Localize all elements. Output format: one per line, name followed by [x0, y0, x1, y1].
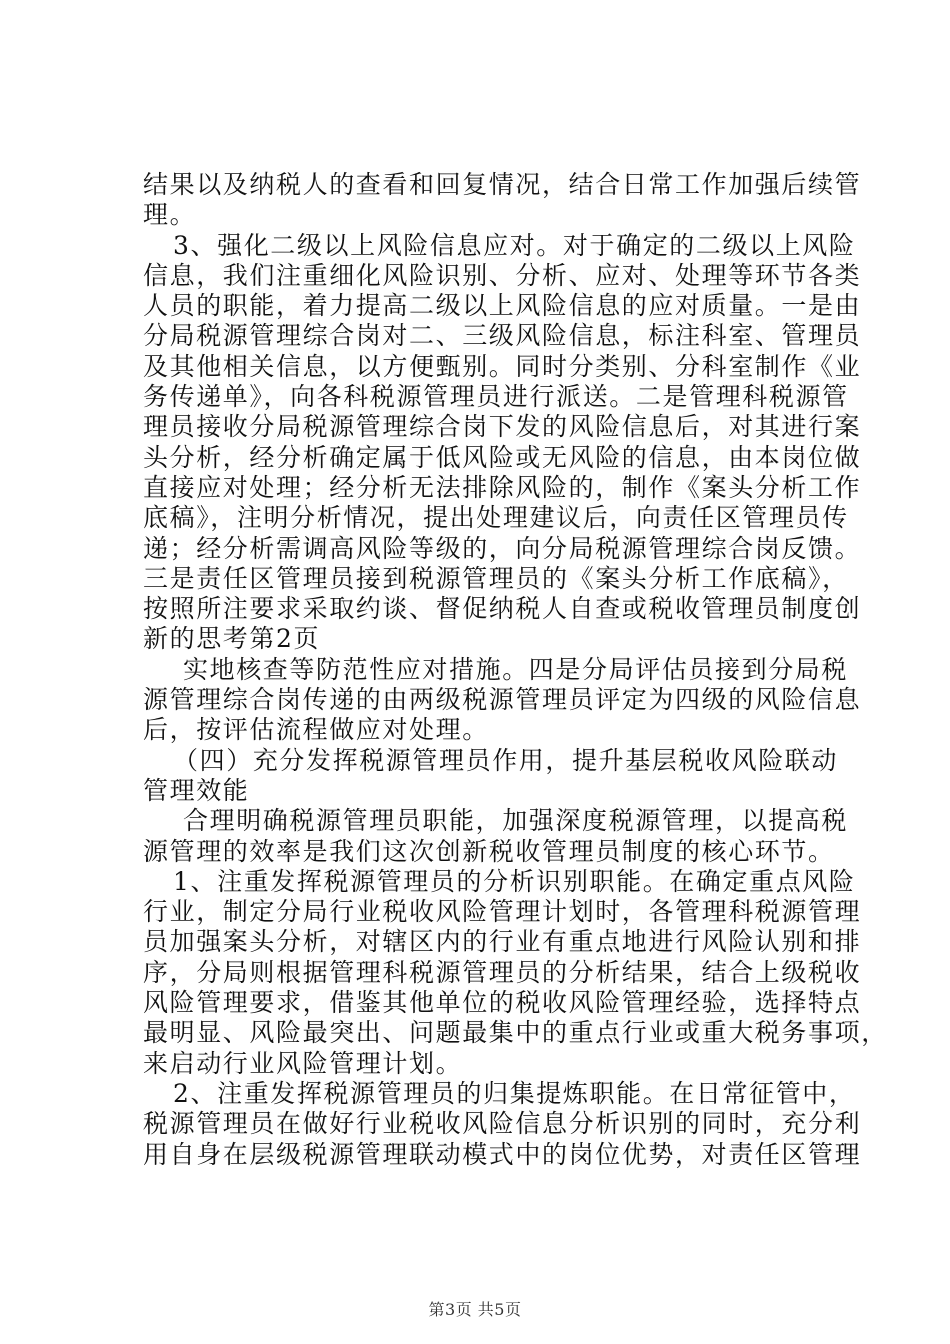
text-line: 务传递单》，向各科税源管理员进行派送。二是管理科税源管: [143, 382, 849, 412]
text-line: 结果以及纳税人的查看和回复情况，结合日常工作加强后续管: [143, 170, 862, 199]
page-footer: 第3页 共5页: [428, 1300, 522, 1319]
text-line: 源管理综合岗传递的由两级税源管理员评定为四级的风险信息: [143, 685, 862, 715]
text-line: 人员的职能，着力提高二级以上风险信息的应对质量。一是由: [143, 291, 862, 321]
text-line: 及其他相关信息，以方便甄别。同时分类别、分科室制作《业: [143, 351, 862, 381]
text-line: 理。: [143, 200, 197, 230]
text-line: 头分析，经分析确定属于低风险或无风险的信息，由本岗位做: [143, 442, 862, 472]
text-line: 税源管理员在做好行业税收风险信息分析识别的同时，充分利: [143, 1109, 862, 1139]
text-line: 2、注重发挥税源管理员的归集提炼职能。在日常征管中，: [173, 1078, 856, 1108]
text-line: 风险管理要求，借鉴其他单位的税收风险管理经验，选择特点: [143, 988, 862, 1018]
text-line: 3、强化二级以上风险信息应对。对于确定的二级以上风险: [173, 230, 856, 260]
text-line: （四）充分发挥税源管理员作用，提升基层税收风险联动: [173, 745, 839, 775]
text-line: 1、注重发挥税源管理员的分析识别职能。在确定重点风险: [173, 866, 856, 896]
text-line: 管理效能: [143, 775, 250, 805]
text-line: 实地核查等防范性应对措施。四是分局评估员接到分局税: [183, 654, 849, 684]
text-line: 员加强案头分析，对辖区内的行业有重点地进行风险认别和排: [143, 927, 862, 957]
text-line: 直接应对处理；经分析无法排除风险的，制作《案头分析工作: [143, 472, 862, 502]
text-line: 最明显、风险最突出、问题最集中的重点行业或重大税务事项，: [143, 1018, 888, 1048]
text-line: 三是责任区管理员接到税源管理员的《案头分析工作底稿》，: [143, 563, 849, 593]
body-text: [143, 170, 888, 1170]
text-line: 用自身在层级税源管理联动模式中的岗位优势，对责任区管理: [143, 1139, 862, 1169]
text-line: 后，按评估流程做应对处理。: [143, 715, 489, 745]
text-line: 源管理的效率是我们这次创新税收管理员制度的核心环节。: [143, 836, 835, 866]
text-line: 按照所注要求采取约谈、督促纳税人自查或税收管理员制度创: [143, 594, 862, 624]
text-line: 合理明确税源管理员职能，加强深度税源管理，以提高税: [183, 806, 849, 836]
text-line: 来启动行业风险管理计划。: [143, 1048, 463, 1078]
text-line: 行业，制定分局行业税收风险管理计划时，各管理科税源管理: [143, 897, 862, 927]
text-line: 序，分局则根据管理科税源管理员的分析结果，结合上级税收: [143, 957, 862, 987]
text-line: 新的思考第2页: [143, 624, 321, 654]
text-line: 递；经分析需调高风险等级的，向分局税源管理综合岗反馈。: [143, 533, 862, 563]
text-line: 底稿》，注明分析情况，提出处理建议后，向责任区管理员传: [143, 503, 849, 533]
text-line: 信息，我们注重细化风险识别、分析、应对、处理等环节各类: [143, 260, 862, 290]
text-line: 分局税源管理综合岗对二、三级风险信息，标注科室、管理员: [143, 321, 862, 351]
text-line: 理员接收分局税源管理综合岗下发的风险信息后，对其进行案: [143, 412, 862, 442]
